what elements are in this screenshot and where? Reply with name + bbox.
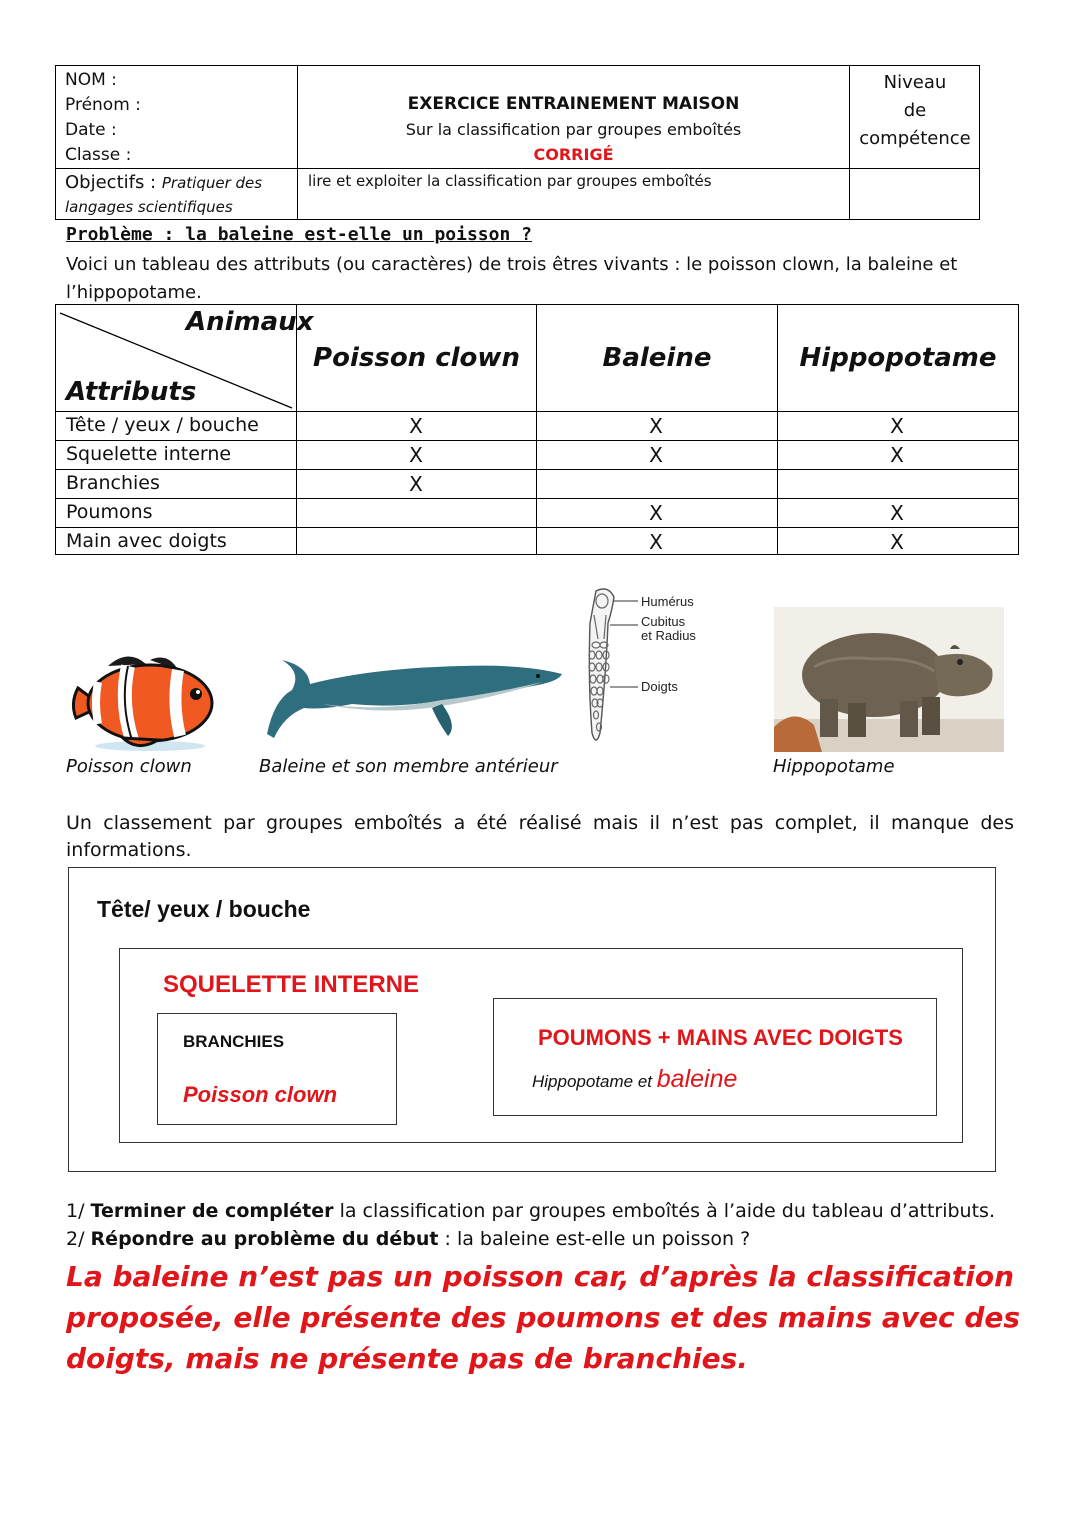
objectives-text: lire et exploiter la classification par groupes emboîtés — [308, 172, 712, 190]
table-cell: X — [649, 443, 663, 467]
col-header: Poisson clown — [313, 343, 520, 373]
row-label: Branchies — [66, 472, 160, 494]
exercise-title: EXERCICE ENTRAINEMENT MAISON — [407, 94, 740, 114]
hippo-image — [774, 607, 1004, 752]
row-label: Squelette interne — [66, 443, 232, 465]
branchies-label: BRANCHIES — [183, 1032, 285, 1051]
outer-group-label: Tête/ yeux / bouche — [97, 896, 311, 922]
branchies-box — [157, 1013, 397, 1125]
table-cell: X — [409, 472, 423, 496]
attribute-table — [55, 304, 1019, 555]
problem-statement: Problème : la baleine est-elle un poisson ? — [66, 224, 532, 245]
corner-animaux: Animaux — [186, 307, 314, 337]
poumons-answer: baleine — [656, 1065, 738, 1093]
table-cell: X — [890, 501, 904, 525]
whale-image — [262, 652, 567, 742]
answer-text: La baleine n’est pas un poisson car, d’après la classification proposée, elle présente des poumons et des mains avec des doigts, mais ne présente pas de branchies. — [66, 1260, 1021, 1375]
clownfish-image — [68, 648, 223, 753]
header-table — [55, 65, 980, 220]
whale-flipper-skeleton — [578, 583, 713, 751]
table-cell: X — [409, 443, 423, 467]
question-1: 1/ Terminer de compléter la classification par groupes emboîtés à l’aide du tableau d’attributs. — [66, 1200, 995, 1222]
row-label: Main avec doigts — [66, 530, 227, 552]
label-cubitus: Cubitus — [641, 614, 686, 629]
col-header: Baleine — [602, 343, 712, 373]
corner-attributs: Attributs — [66, 377, 197, 407]
label-doigts: Doigts — [641, 679, 678, 694]
table-cell: X — [890, 530, 904, 554]
branchies-answer: Poisson clown — [183, 1082, 338, 1107]
caption-hippo: Hippopotame — [773, 756, 895, 777]
date-field: Date : — [65, 120, 117, 140]
caption-clownfish: Poisson clown — [66, 756, 192, 777]
table-cell: X — [649, 530, 663, 554]
classe-field: Classe : — [65, 145, 132, 165]
middle-group-label: SQUELETTE INTERNE — [163, 971, 420, 998]
col-header: Hippopotame — [799, 343, 997, 373]
caption-whale: Baleine et son membre antérieur — [259, 756, 558, 777]
label-radius: et Radius — [641, 628, 696, 643]
objectives-label: Objectifs : Pratiquer des langages scientifiques — [65, 172, 263, 216]
question-2: 2/ Répondre au problème du début : la baleine est-elle un poisson ? — [66, 1228, 751, 1250]
intro-text: Voici un tableau des attributs (ou caractères) de trois êtres vivants : le poisson clown, la baleine et l’hippopotame. — [66, 254, 958, 303]
table-cell: X — [649, 414, 663, 438]
corrige-label: CORRIGÉ — [533, 145, 614, 164]
nom-field: NOM : — [65, 70, 117, 90]
poumons-content — [532, 1065, 737, 1094]
label-humerus: Humérus — [641, 594, 694, 609]
poumons-given: Hippopotame et — [532, 1072, 653, 1091]
prenom-field: Prénom : — [65, 95, 141, 115]
row-label: Poumons — [66, 501, 153, 523]
exercise-subtitle: Sur la classification par groupes emboîtés — [405, 120, 742, 139]
table-cell: X — [409, 414, 423, 438]
table-cell: X — [649, 501, 663, 525]
level-cell: Niveau de compétence — [859, 72, 971, 149]
row-label: Tête / yeux / bouche — [66, 414, 259, 436]
table-cell: X — [890, 414, 904, 438]
classification-intro: Un classement par groupes emboîtés a été réalisé mais il n’est pas complet, il manque des informations. — [66, 812, 1014, 861]
poumons-box — [493, 998, 937, 1116]
poumons-label: POUMONS + MAINS AVEC DOIGTS — [538, 1025, 903, 1050]
table-cell: X — [890, 443, 904, 467]
